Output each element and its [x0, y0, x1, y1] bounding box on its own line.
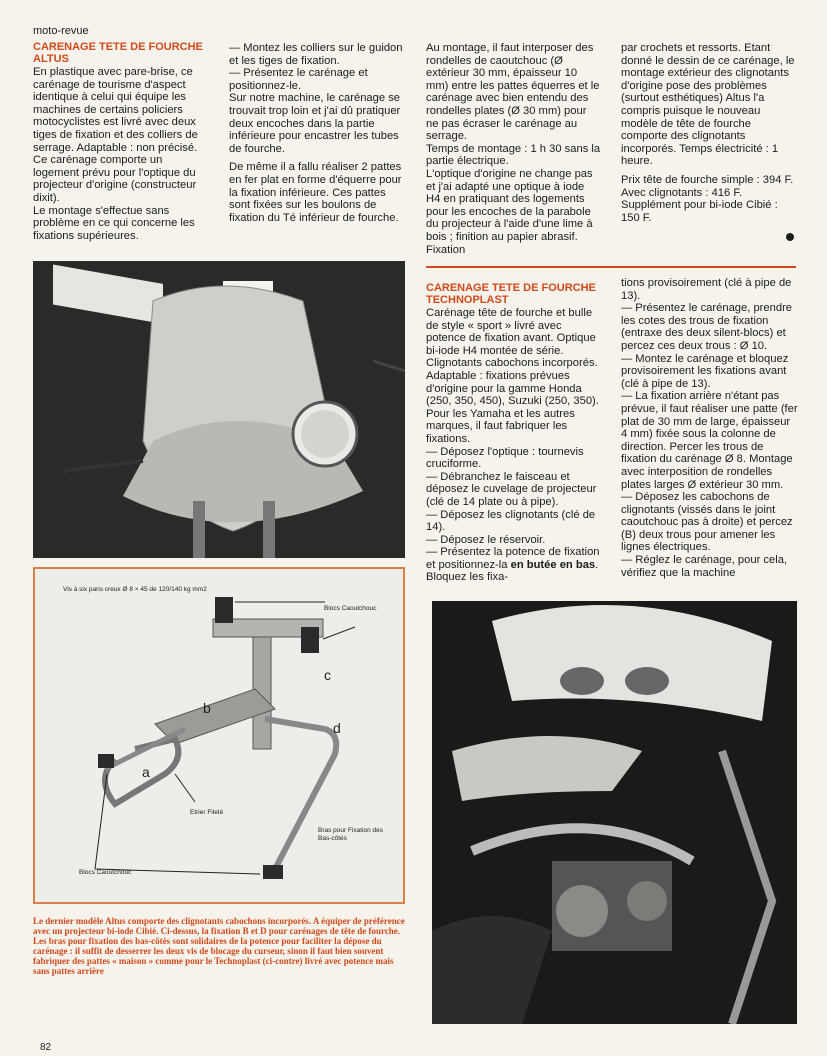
magazine-header: moto-revue	[33, 25, 89, 37]
fork-bracket-diagram	[33, 567, 405, 904]
techno-col3-p4: — Débranchez le faisceau et déposez le cuvelage de projecteur (clé de 14 plate ou à pipe).	[426, 470, 597, 508]
side-arm-label: Bras pour Fixation des Bas-côtés	[318, 827, 384, 842]
altus-col2-p3: Sur notre machine, le carénage se trouvait trop loin et j'ai dû pratiquer deux encoches dans la partie inférieure pour encastrer les tubes de fourche.	[229, 92, 401, 155]
techno-col4-p1: tions provisoirement (clé à pipe de 13).	[621, 277, 792, 302]
techno-col4-p6: — Réglez le carénage, pour cela, vérifiez que la machine	[621, 554, 788, 579]
rubber-blocks-bottom-label: Blocs Caoutchouc	[79, 869, 132, 876]
altus-title: CARENAGE TETE DE FOURCHE ALTUS	[33, 41, 203, 65]
altus-col3-p1: Au montage, il faut interposer des rondelles de caoutchouc (Ø extérieur 30 mm, épaisseur 10 mm) entre les pattes équerres et le carénage avec bien entendu des rondelles plates (Ø 30 mm) pour ne pas écraser le carénage au serrage.	[426, 42, 600, 143]
threaded-bracket-label: Etrier Fileté	[190, 809, 224, 816]
technoplast-fairing-photo	[432, 601, 797, 1024]
rubber-block-top-left	[215, 597, 233, 623]
label-a: a	[142, 764, 150, 780]
techno-column-3	[426, 283, 602, 584]
altus-column-3	[426, 42, 601, 256]
techno-col3-p3: — Déposez l'optique : tournevis cruciforme.	[426, 445, 584, 471]
techno-column-4	[621, 277, 799, 579]
altus-col3-p2: Temps de montage : 1 h 30 sans la partie électrique.	[426, 142, 601, 168]
page-number: 82	[40, 1042, 52, 1053]
end-bullet	[786, 233, 794, 241]
rubber-block-bottom-right	[263, 865, 283, 879]
altus-col4-p2: Prix tête de fourche simple : 394 F. Avec clignotants : 416 F. Supplément pour bi-iode Cibié : 150 F.	[621, 173, 794, 224]
rubber-block-top-right	[301, 627, 319, 653]
altus-column-2	[229, 42, 406, 224]
techno-col3-p1: Carénage tête de fourche et bulle de style « sport » livré avec potence de fixation avant. Optique bi-iode H4 montée de série. Clignotants cabochons incorporés.	[426, 307, 598, 370]
techno-col3-p5: — Déposez les clignotants (clé de 14).	[426, 508, 596, 534]
label-c: c	[324, 667, 331, 683]
altus-column-1	[33, 42, 211, 242]
techno-col3-p7: — Présentez la potence de fixation et positionnez-la en butée en bas. Bloquez les fixa-	[426, 546, 600, 584]
techno-col3-p2: Adaptable : fixations prévues d'origine pour la gamme Honda (250, 350, 450), Suzuki (250, 350). Pour les Yamaha et les autres marques, il faut fabriquer les fixations.	[426, 369, 599, 445]
techno-col3-p6: — Déposez le réservoir.	[426, 533, 546, 546]
figure-caption: Le dernier modèle Altus comporte des clignotants cabochons incorporés. A équiper de préférence avec un projecteur bi-iode Cibié. Ci-dessus, la fixation B et D pour carénages de tête de fourche. Les bras pour fixation des bas-côtés sont solidaires de la potence pour faciliter la dépose du carénage : il suffit de desserrer les deux vis de blocage du curseur, sinon il faut bien souvent fabriquer des pattes « maison » comme pour le Technoplast (ci-contre) livré avec potence mais sans pattes arrière	[33, 916, 405, 976]
altus-col1-p1: En plastique avec pare-brise, ce carénage de tourisme d'aspect identique à celui qui équipe les machines de certains policiers motocyclistes est livré avec deux tiges de fixation et des colliers de serrage. Adaptable : non précisé. Ce carénage comporte un logement prévu pour l'optique du projecteur d'origine (constructeur dixit).	[33, 66, 198, 204]
altus-col3-p3: L'optique d'origine ne change pas et j'ai adapté une optique à iode H4 en pratiquant des logements pour les encoches de la parabole du projecteur à l'aide d'une lime à bois ; finition au papier abrasif. Fixation	[426, 167, 593, 256]
altus-column-4	[621, 42, 799, 224]
techno-title: CARENAGE TETE DE FOURCHE TECHNOPLAST	[426, 282, 596, 306]
altus-col2-p4: De même il a fallu réaliser 2 pattes en fer plat en forme d'équerre pour la fixation inférieure. Ces pattes sont fixées sur les boulons de fixation du Té inférieur de fourche.	[229, 161, 402, 224]
rubber-block-bottom-left	[98, 754, 114, 768]
rubber-blocks-top-label: Blocs Caoutchouc	[324, 605, 377, 612]
screw-label: Vis à six pans creux Ø 8 × 45 de 120/140 kg mm2	[63, 586, 207, 593]
altus-col2-p1: — Montez les colliers sur le guidon et les tiges de fixation.	[229, 42, 403, 67]
altus-col2-p2: — Présentez le carénage et positionnez-le.	[229, 67, 368, 92]
label-d: d	[333, 720, 341, 736]
techno-col4-p4: — La fixation arrière n'étant pas prévue, il faut réaliser une patte (fer plat de 30 mm de large, épaisseur 4 mm) fixée sous la colonne de direction. Percer les trous de fixation du carénage Ø 8. Montage avec interposition de rondelles plates larges Ø extérieur 30 mm.	[621, 390, 798, 491]
techno-col4-p5: — Déposez les cabochons de clignotants (vissés dans le joint caoutchouc pas à droite) et percez (B) deux trous pour amener les lignes électriques.	[621, 491, 793, 554]
altus-col4-p1: par crochets et ressorts. Etant donné le dessin de ce carénage, le montage extérieur des clignotants d'origine pose des problèmes (surtout esthétiques) Altus l'a compris puisque le nouveau modèle de tête de fourche comporte des clignotants incorporés. Temps électricité : 1 heure.	[621, 42, 795, 168]
label-b: b	[203, 700, 211, 716]
techno-col4-p2: — Présentez le carénage, prendre les cotes des trous de fixation (entraxe des deux silent-blocs) et percez ces deux trous : Ø 10.	[621, 302, 793, 352]
techno-col4-p3: — Montez le carénage et bloquez provisoirement les fixations avant (clé à pipe de 13).	[621, 352, 789, 390]
altus-fairing-photo	[33, 261, 405, 558]
altus-col1-p2: Le montage s'effectue sans problème en ce qui concerne les fixations supérieures.	[33, 204, 195, 242]
section-divider	[426, 266, 796, 268]
